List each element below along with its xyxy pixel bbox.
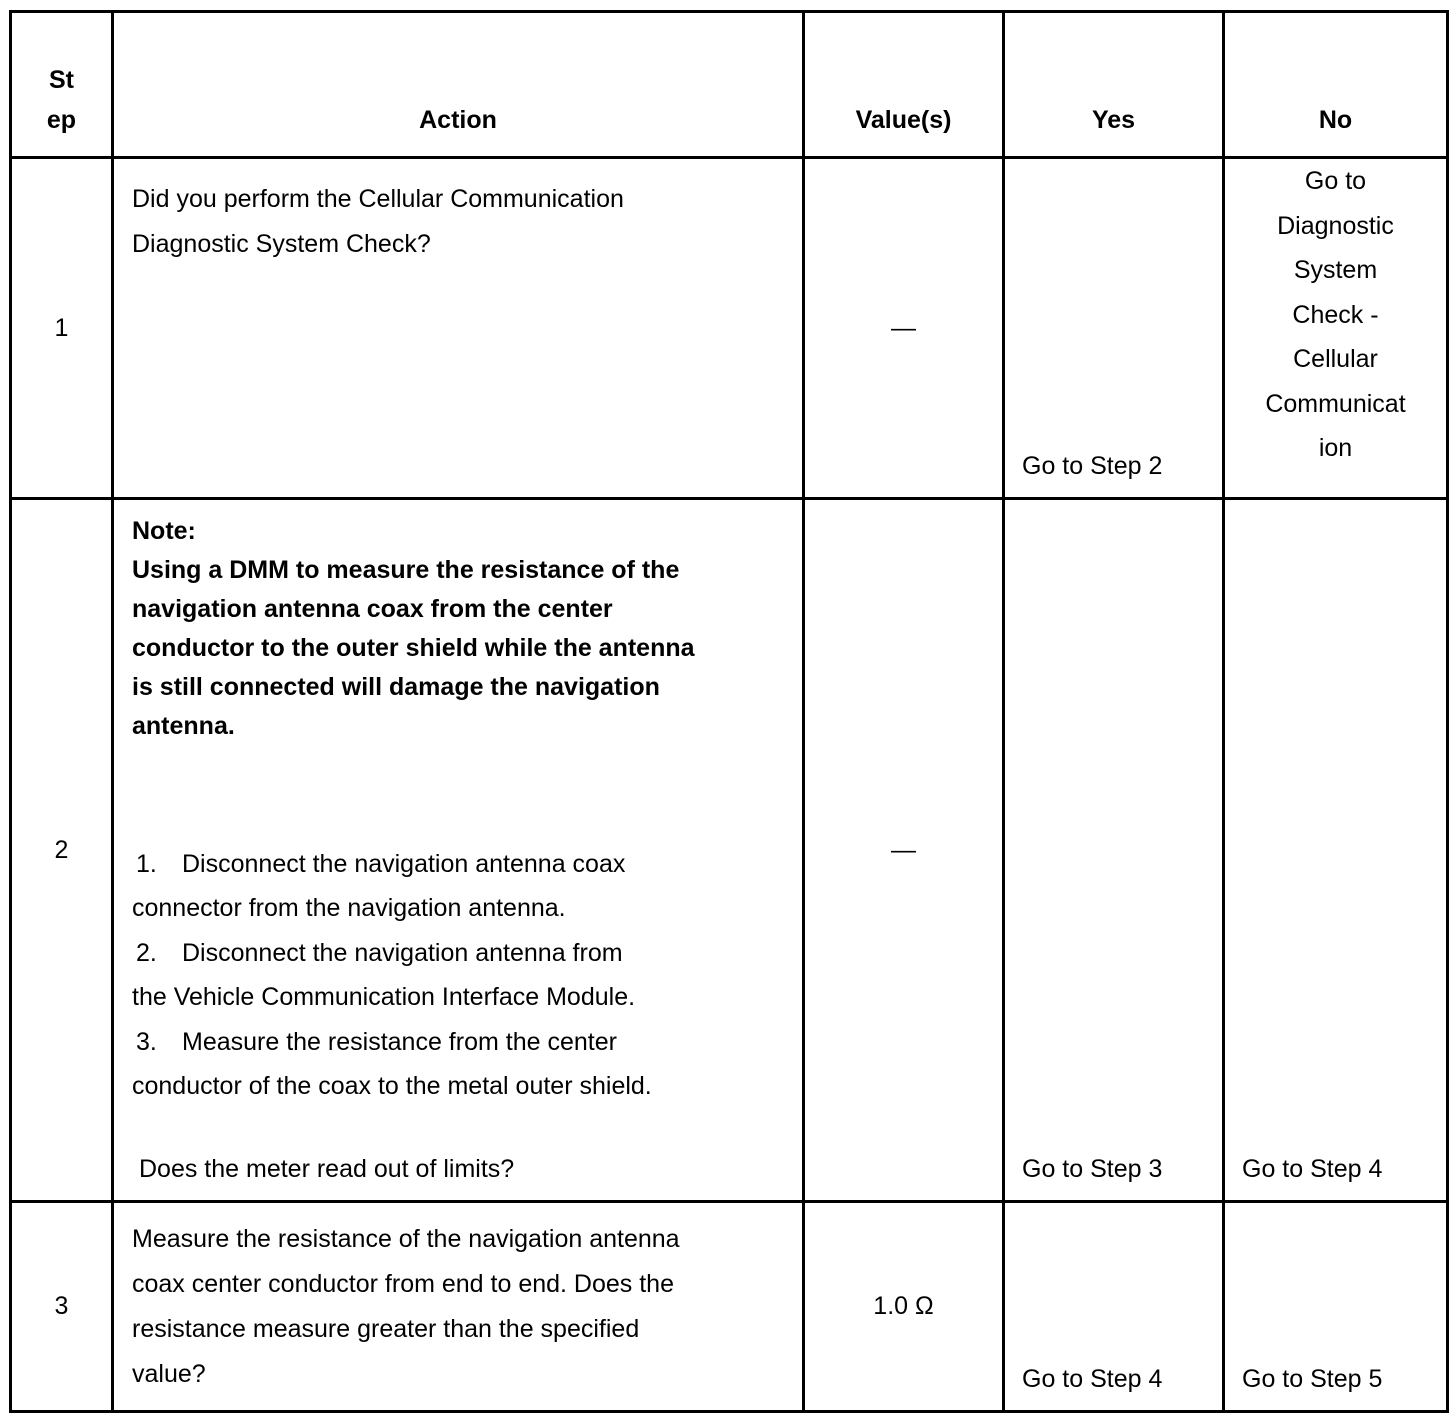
yes-link[interactable]: Go to Step 3 — [1022, 1155, 1163, 1183]
header-no: No — [1224, 12, 1448, 158]
table-row — [11, 499, 1448, 1202]
no-cell — [1224, 158, 1448, 499]
step-number: 2 — [11, 499, 113, 1202]
header-row — [11, 12, 1448, 158]
list-item: 2. Disconnect the navigation antenna from — [136, 938, 623, 967]
value-cell: — — [804, 499, 1004, 1202]
action-cell: Measure the resistance of the navigation antenna coax center conductor from end to end. Does the resistance measure greater than the specified value? — [113, 1202, 804, 1412]
no-cell — [1224, 499, 1448, 1202]
question-text: Does the meter read out of limits? — [139, 1155, 515, 1183]
table-row — [11, 1202, 1448, 1412]
header-step: St ep — [11, 12, 113, 158]
yes-cell — [1004, 158, 1224, 499]
yes-link[interactable]: Go to Step 2 — [1022, 452, 1163, 480]
list-item: 3. Measure the resistance from the center — [136, 1027, 617, 1056]
value-cell: 1.0 Ω — [804, 1202, 1004, 1412]
no-link[interactable]: Go to Diagnostic System Check - Cellular Communicat ion — [1265, 167, 1406, 462]
no-link[interactable]: Go to Step 4 — [1242, 1155, 1383, 1183]
yes-cell — [1004, 499, 1224, 1202]
header-action: Action — [113, 12, 804, 158]
yes-cell — [1004, 1202, 1224, 1412]
warning-note: Note: Using a DMM to measure the resistance of the navigation antenna coax from the center conductor to the outer shield while the antenna is still connected will damage the navigation antenna. — [132, 517, 695, 740]
header-yes: Yes — [1004, 12, 1224, 158]
yes-link[interactable]: Go to Step 4 — [1022, 1365, 1163, 1393]
list-item: 1. Disconnect the navigation antenna coax — [136, 850, 626, 878]
no-link[interactable]: Go to Step 5 — [1242, 1365, 1383, 1393]
action-cell — [113, 499, 804, 1202]
table-row — [11, 158, 1448, 499]
procedure-list: 1. Disconnect the navigation antenna coax connector from the navigation antenna. 2. Disconnect the navigation antenna from the Vehicle Communication Interface Module. 3. Measure the resistance from the center conductor of the coax to the metal outer shield. — [132, 842, 782, 1108]
diagnostic-table — [9, 10, 1449, 1413]
step-number: 3 — [11, 1202, 113, 1412]
action-cell: Did you perform the Cellular Communication Diagnostic System Check? — [113, 158, 804, 499]
step-number: 1 — [11, 158, 113, 499]
header-values: Value(s) — [804, 12, 1004, 158]
no-cell — [1224, 1202, 1448, 1412]
value-cell: — — [804, 158, 1004, 499]
